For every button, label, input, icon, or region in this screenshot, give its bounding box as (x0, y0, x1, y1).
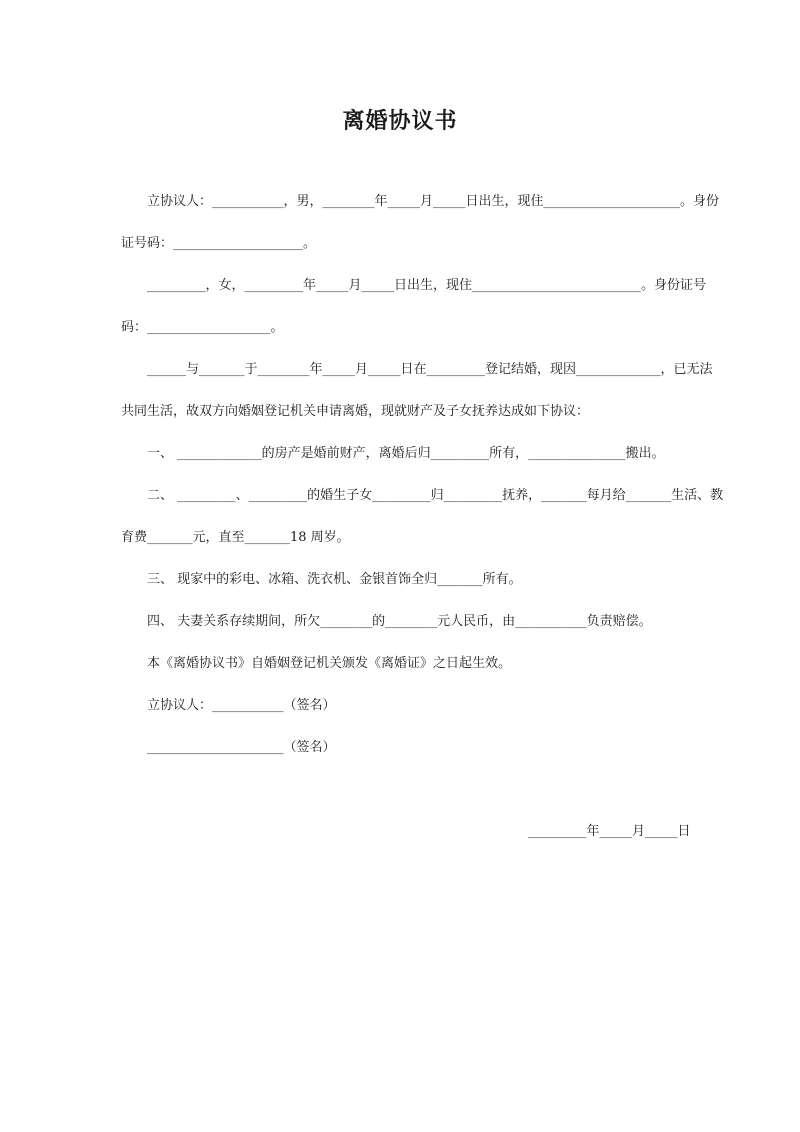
marriage-line: ______与_______于________年_____月_____日在_________登记结婚，现因_____________，已无法 (147, 362, 713, 377)
party-two-line: _________，女，_________年_____月_____日出生，现住__________________________。身份证号 (147, 278, 707, 293)
clause-one: 一、 _____________的房产是婚前财产，离婚后归_________所有，_______________搬出。 (147, 446, 665, 461)
clause-three: 三、 现家中的彩电、冰箱、洗衣机、金银首饰全归_______所有。 (147, 572, 522, 587)
clause-two: 二、 _________、_________的婚生子女_________归_________抚养，_______每月给_______生活、教 (147, 488, 724, 503)
clause-four: 四、 夫妻关系存续期间，所欠________的________元人民币，由___________负责赔偿。 (147, 614, 652, 629)
document-title: 离婚协议书 (342, 109, 458, 134)
party-two-id-line: 码：___________________。 (121, 320, 284, 335)
effective-clause: 本《离婚协议书》自婚姻登记机关颁发《离婚证》之日起生效。 (147, 656, 512, 671)
signature-one: 立协议人：___________（签名） (147, 698, 336, 713)
date-line: _________年_____月_____日 (528, 824, 691, 839)
clause-two-cont: 育费_______元，直至_______18 周岁。 (121, 530, 350, 545)
marriage-line-cont: 共同生活，故双方向婚姻登记机关申请离婚，现就财产及子女抚养达成如下协议： (121, 404, 590, 419)
party-one-id-line: 证号码：____________________。 (121, 236, 317, 251)
party-one-line: 立协议人：___________，男，________年_____月_____日出生，现住_____________________。身份 (147, 194, 720, 209)
signature-two: _____________________（签名） (147, 740, 336, 755)
